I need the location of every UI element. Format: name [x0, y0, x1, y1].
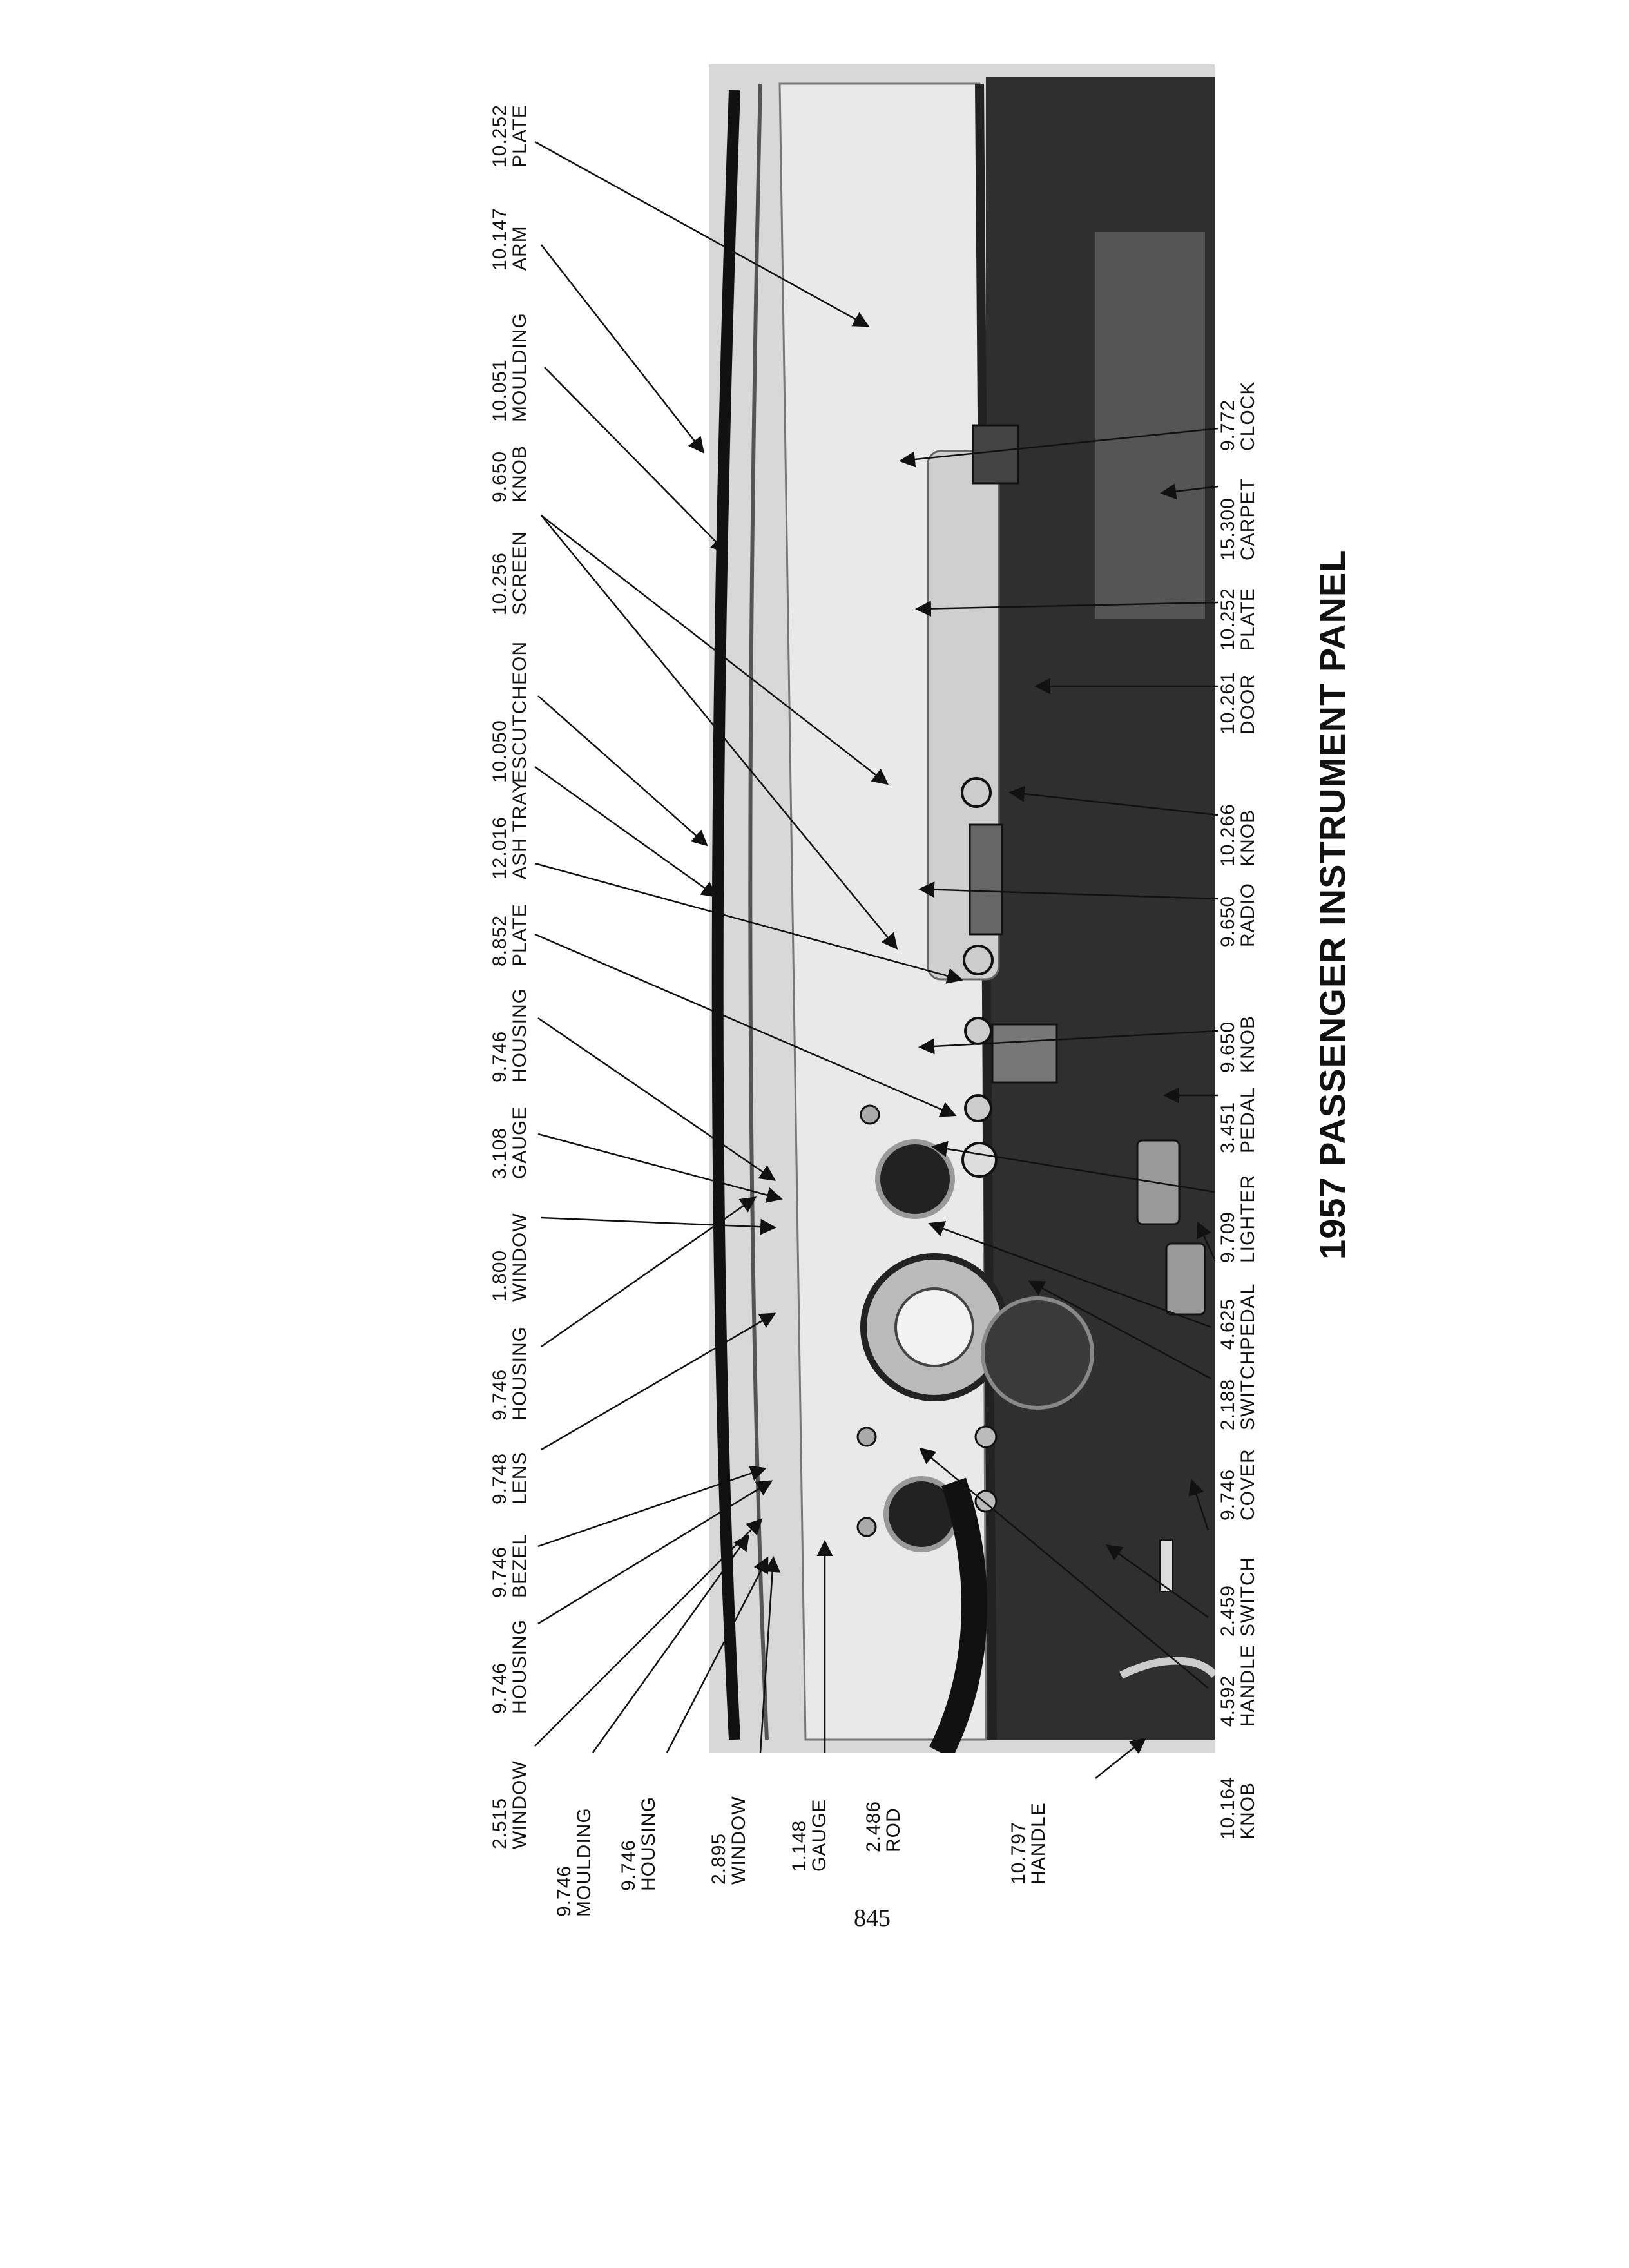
callout-1800-window: 1.800 WINDOW [489, 1213, 530, 1302]
callout-9746-housing-2: 9.746 HOUSING [489, 1325, 530, 1421]
callout-3108-gauge: 3.108 GAUGE [489, 1106, 530, 1179]
callout-4625-pedal: 4.625 PEDAL [1217, 1283, 1258, 1350]
callout-15300-carpet: 15.300 CARPET [1217, 478, 1258, 561]
callout-9746-housing-1: 9.746 HOUSING [489, 987, 530, 1082]
callout-9746-housing-3: 9.746 HOUSING [489, 1619, 530, 1714]
callout-10147-arm: 10.147 ARM [489, 207, 530, 271]
callout-12016-ash-tray: 12.016 ASH TRAY [489, 779, 530, 879]
callout-2486-rod: 2.486 ROD [863, 1800, 904, 1852]
callout-10256-screen: 10.256 SCREEN [489, 530, 530, 615]
callout-9746-bezel: 9.746 BEZEL [489, 1533, 530, 1598]
callout-9650-knob-right: 9.650 KNOB [1217, 1015, 1258, 1073]
callout-10051-moulding: 10.051 MOULDING [489, 312, 530, 422]
figure-caption: 1957 PASSENGER INSTRUMENT PANEL [1312, 549, 1353, 1260]
callout-2895-window: 2.895 WINDOW [708, 1796, 749, 1885]
page-number: 845 [854, 1905, 891, 1932]
callout-8852-plate: 8.852 PLATE [489, 903, 530, 966]
callout-1148-gauge: 1.148 GAUGE [789, 1798, 830, 1872]
callout-9650-radio: 9.650 RADIO [1217, 882, 1258, 947]
callout-9746-housing-4: 9.746 HOUSING [618, 1796, 659, 1891]
callout-10261-door: 10.261 DOOR [1217, 671, 1258, 735]
callout-10797-handle: 10.797 HANDLE [1008, 1802, 1049, 1885]
callout-10252-plate-top: 10.252 PLATE [489, 104, 530, 168]
callout-9650-knob-top: 9.650 KNOB [489, 445, 530, 503]
callout-10252-plate-right: 10.252 PLATE [1217, 588, 1258, 651]
callout-10050-escutcheon: 10.050 ESCUTCHEON [489, 640, 530, 783]
callout-9746-moulding: 9.746 MOULDING [554, 1807, 595, 1917]
callout-2515-window: 2.515 WINDOW [489, 1760, 530, 1849]
callout-2459-switch: 2.459 SWITCH [1217, 1556, 1258, 1637]
callout-9748-lens: 9.748 LENS [489, 1451, 530, 1504]
callout-9709-lighter: 9.709 LIGHTER [1217, 1174, 1258, 1263]
callout-10266-knob: 10.266 KNOB [1217, 803, 1258, 867]
callout-2188-switch: 2.188 SWITCH [1217, 1350, 1258, 1430]
callout-3451-pedal: 3.451 PEDAL [1217, 1086, 1258, 1153]
callout-9746-cover: 9.746 COVER [1217, 1448, 1258, 1521]
callout-9772-clock: 9.772 CLOCK [1217, 381, 1258, 451]
callout-10164-knob: 10.164 KNOB [1217, 1776, 1258, 1840]
callout-4592-handle: 4.592 HANDLE [1217, 1644, 1258, 1727]
